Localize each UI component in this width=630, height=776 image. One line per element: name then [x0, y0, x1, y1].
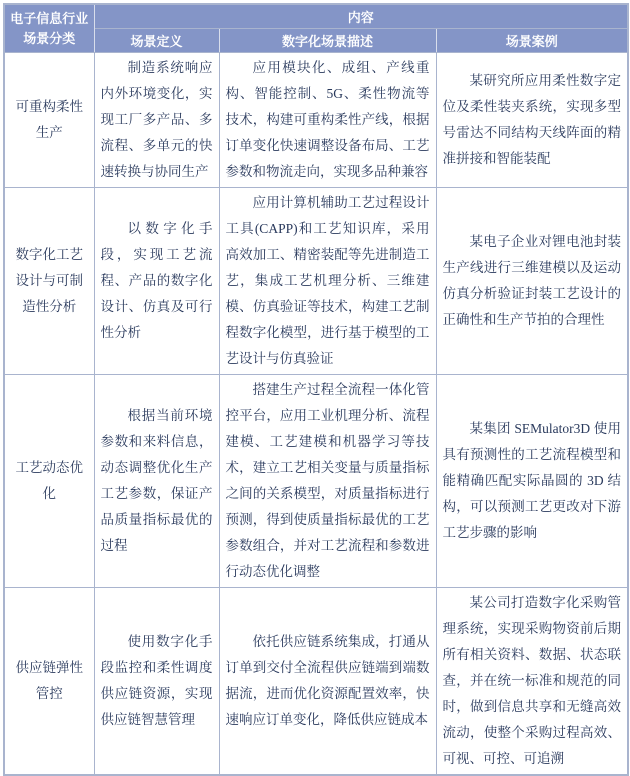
row2-category: 数字化工艺设计与可制造性分析: [4, 188, 94, 375]
row1-case: 某研究所应用柔性数字定位及柔性装夹系统，实现多型号雷达不同结构天线阵面的精准拼接和智能装配: [436, 53, 628, 188]
row4-definition: 使用数字化手段监控和柔性调度供应链资源，实现供应链智慧管理: [94, 588, 219, 776]
header-category-column: [4, 4, 94, 53]
table-row: [4, 588, 628, 776]
industry-scene-table: [3, 3, 629, 776]
table-row: [4, 188, 628, 375]
header-case: 场景案例: [436, 29, 628, 53]
table-row: [4, 53, 628, 188]
header-definition: 场景定义: [94, 29, 219, 53]
table-row: [4, 375, 628, 588]
row3-description: 搭建生产过程全流程一体化管控平台，应用工业机理分析、流程建模、工艺建模和机器学习等技术，建立工艺相关变量与质量指标之间的关系模型，对质量指标进行预测，得到使质量指标最优的工艺参数组合，并对工艺流程和参数进行动态优化调整: [219, 375, 436, 588]
row3-category: 工艺动态优化: [4, 375, 94, 588]
header-category-line2: 场景分类: [23, 30, 76, 46]
row1-definition: 制造系统响应内外环境变化，实现工厂多产品、多流程、多单元的快速转换与协同生产: [94, 53, 219, 188]
header-description: 数字化场景描述: [219, 29, 436, 53]
table-header: [4, 4, 628, 53]
header-content: 内容: [94, 4, 628, 29]
row4-category: 供应链弹性管控: [4, 588, 94, 776]
row2-definition: 以数字化手段，实现工艺流程、产品的数字化设计、仿真及可行性分析: [94, 188, 219, 375]
row4-case: 某公司打造数字化采购管理系统，实现采购物资前后期所有相关资料、数据、状态联查，并在统一标准和规范的同时，做到信息共享和无缝高效流动，使整个采购过程高效、可视、可控、可追溯: [436, 588, 628, 776]
row3-definition: 根据当前环境参数和来料信息，动态调整优化生产工艺参数，保证产品质量指标最优的过程: [94, 375, 219, 588]
row1-category: 可重构柔性生产: [4, 53, 94, 188]
header-category-line1: 电子信息行业: [10, 10, 89, 26]
row1-description: 应用模块化、成组、产线重构、智能控制、5G、柔性物流等技术，构建可重构柔性产线，根据订单变化快速调整设备布局、工艺参数和物流走向，实现多品种兼容: [219, 53, 436, 188]
row2-case: 某电子企业对锂电池封装生产线进行三维建模以及运动仿真分析验证封装工艺设计的正确性和生产节拍的合理性: [436, 188, 628, 375]
row4-description: 依托供应链系统集成，打通从订单到交付全流程供应链端到端数据流，进而优化资源配置效率，快速响应订单变化，降低供应链成本: [219, 588, 436, 776]
row3-case: 某集团 SEMulator3D 使用具有预测性的工艺流程模型和能精确匹配实际晶圆的 3D 结构，可以预测工艺更改对下游工艺步骤的影响: [436, 375, 628, 588]
row2-description: 应用计算机辅助工艺过程设计工具(CAPP)和工艺知识库，采用高效加工、精密装配等先进制造工艺，集成工艺机理分析、三维建模、仿真验证等技术，构建工艺制程数字化模型，进行基于模型的工艺设计与仿真验证: [219, 188, 436, 375]
table-body: [4, 53, 628, 776]
